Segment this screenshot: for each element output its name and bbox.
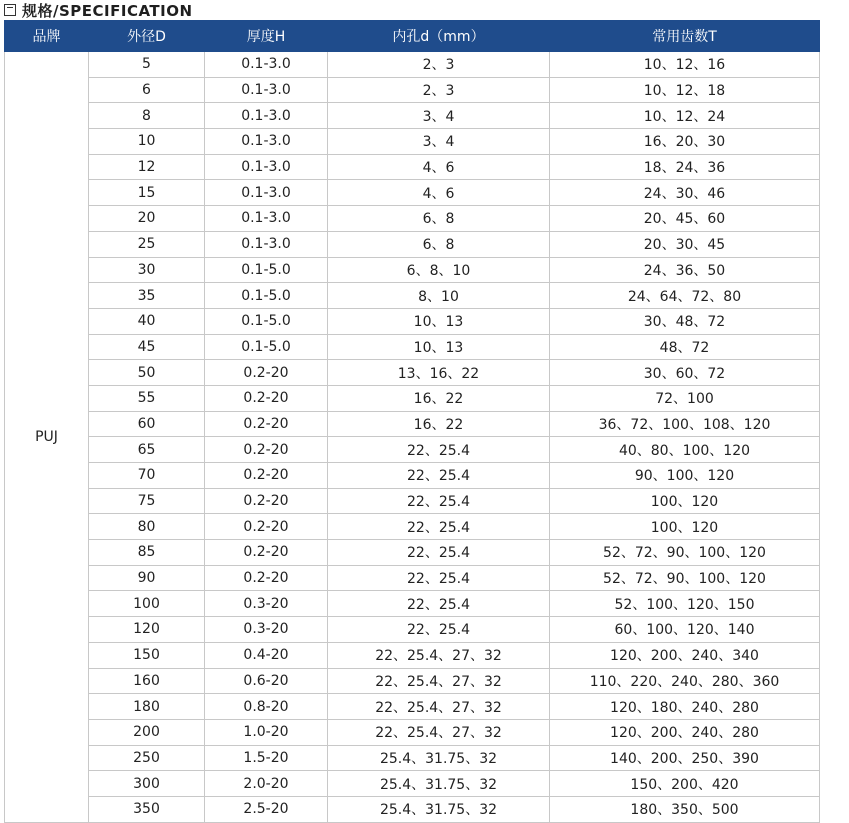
table-row — [5, 771, 820, 797]
header-teeth-count: 常用齿数T — [550, 21, 820, 52]
cell-teeth-count: 52、72、90、100、120 — [550, 565, 820, 591]
cell-outer-diameter: 6 — [89, 77, 205, 103]
cell-teeth-count: 100、120 — [550, 514, 820, 540]
cell-teeth-count: 30、48、72 — [550, 308, 820, 334]
table-row — [5, 206, 820, 232]
cell-teeth-count: 24、30、46 — [550, 180, 820, 206]
cell-outer-diameter: 120 — [89, 617, 205, 643]
cell-teeth-count: 52、72、90、100、120 — [550, 540, 820, 566]
cell-inner-hole: 3、4 — [328, 129, 550, 155]
table-body — [5, 52, 820, 823]
cell-inner-hole: 10、13 — [328, 308, 550, 334]
title-text: 规格/SPECIFICATION — [22, 1, 193, 20]
table-row — [5, 617, 820, 643]
cell-outer-diameter: 20 — [89, 206, 205, 232]
cell-inner-hole: 6、8、10 — [328, 257, 550, 283]
cell-teeth-count: 20、45、60 — [550, 206, 820, 232]
cell-thickness: 0.1-3.0 — [205, 231, 328, 257]
cell-thickness: 0.2-20 — [205, 565, 328, 591]
cell-teeth-count: 20、30、45 — [550, 231, 820, 257]
table-row — [5, 103, 820, 129]
cell-outer-diameter: 8 — [89, 103, 205, 129]
cell-outer-diameter: 300 — [89, 771, 205, 797]
cell-outer-diameter: 75 — [89, 488, 205, 514]
cell-outer-diameter: 200 — [89, 719, 205, 745]
cell-outer-diameter: 15 — [89, 180, 205, 206]
cell-inner-hole: 22、25.4 — [328, 488, 550, 514]
cell-teeth-count: 30、60、72 — [550, 360, 820, 386]
section-title — [4, 0, 193, 20]
cell-inner-hole: 22、25.4 — [328, 591, 550, 617]
cell-teeth-count: 120、200、240、340 — [550, 642, 820, 668]
cell-outer-diameter: 60 — [89, 411, 205, 437]
table-row — [5, 77, 820, 103]
cell-teeth-count: 100、120 — [550, 488, 820, 514]
cell-outer-diameter: 350 — [89, 796, 205, 822]
table-row — [5, 411, 820, 437]
table-row — [5, 129, 820, 155]
cell-thickness: 1.0-20 — [205, 719, 328, 745]
table-row — [5, 540, 820, 566]
cell-teeth-count: 180、350、500 — [550, 796, 820, 822]
cell-teeth-count: 120、200、240、280 — [550, 719, 820, 745]
cell-teeth-count: 36、72、100、108、120 — [550, 411, 820, 437]
cell-inner-hole: 25.4、31.75、32 — [328, 796, 550, 822]
table-row — [5, 180, 820, 206]
cell-outer-diameter: 250 — [89, 745, 205, 771]
cell-thickness: 0.3-20 — [205, 591, 328, 617]
cell-outer-diameter: 150 — [89, 642, 205, 668]
cell-teeth-count: 150、200、420 — [550, 771, 820, 797]
table-row — [5, 719, 820, 745]
table-row — [5, 283, 820, 309]
cell-thickness: 0.8-20 — [205, 694, 328, 720]
cell-thickness: 0.2-20 — [205, 514, 328, 540]
table-row — [5, 668, 820, 694]
cell-outer-diameter: 85 — [89, 540, 205, 566]
table-row — [5, 154, 820, 180]
cell-inner-hole: 22、25.4 — [328, 617, 550, 643]
cell-thickness: 0.3-20 — [205, 617, 328, 643]
cell-teeth-count: 10、12、24 — [550, 103, 820, 129]
table-row — [5, 745, 820, 771]
table-row — [5, 642, 820, 668]
cell-inner-hole: 22、25.4、27、32 — [328, 642, 550, 668]
cell-inner-hole: 6、8 — [328, 231, 550, 257]
cell-thickness: 0.1-3.0 — [205, 52, 328, 78]
cell-inner-hole: 22、25.4 — [328, 565, 550, 591]
cell-outer-diameter: 70 — [89, 463, 205, 489]
cell-outer-diameter: 160 — [89, 668, 205, 694]
cell-teeth-count: 60、100、120、140 — [550, 617, 820, 643]
cell-outer-diameter: 35 — [89, 283, 205, 309]
cell-inner-hole: 25.4、31.75、32 — [328, 771, 550, 797]
cell-inner-hole: 16、22 — [328, 385, 550, 411]
header-thickness: 厚度H — [205, 21, 328, 52]
cell-thickness: 0.6-20 — [205, 668, 328, 694]
table-row — [5, 437, 820, 463]
cell-inner-hole: 22、25.4、27、32 — [328, 719, 550, 745]
cell-inner-hole: 8、10 — [328, 283, 550, 309]
cell-inner-hole: 6、8 — [328, 206, 550, 232]
cell-inner-hole: 2、3 — [328, 77, 550, 103]
cell-outer-diameter: 180 — [89, 694, 205, 720]
cell-outer-diameter: 65 — [89, 437, 205, 463]
cell-outer-diameter: 90 — [89, 565, 205, 591]
cell-teeth-count: 18、24、36 — [550, 154, 820, 180]
cell-inner-hole: 13、16、22 — [328, 360, 550, 386]
cell-thickness: 0.2-20 — [205, 540, 328, 566]
cell-thickness: 0.1-5.0 — [205, 283, 328, 309]
cell-teeth-count: 24、36、50 — [550, 257, 820, 283]
cell-thickness: 0.4-20 — [205, 642, 328, 668]
cell-brand: PUJ — [5, 52, 89, 823]
header-inner-hole: 内孔d（mm） — [328, 21, 550, 52]
table-row — [5, 694, 820, 720]
cell-thickness: 0.2-20 — [205, 488, 328, 514]
cell-thickness: 0.2-20 — [205, 411, 328, 437]
cell-thickness: 2.0-20 — [205, 771, 328, 797]
cell-inner-hole: 25.4、31.75、32 — [328, 745, 550, 771]
cell-outer-diameter: 80 — [89, 514, 205, 540]
cell-thickness: 0.1-3.0 — [205, 154, 328, 180]
cell-teeth-count: 16、20、30 — [550, 129, 820, 155]
cell-teeth-count: 40、80、100、120 — [550, 437, 820, 463]
specification-table — [4, 20, 820, 823]
cell-thickness: 0.1-3.0 — [205, 206, 328, 232]
cell-outer-diameter: 100 — [89, 591, 205, 617]
cell-inner-hole: 4、6 — [328, 180, 550, 206]
cell-thickness: 0.2-20 — [205, 360, 328, 386]
table-row — [5, 257, 820, 283]
table-row — [5, 308, 820, 334]
cell-outer-diameter: 10 — [89, 129, 205, 155]
header-brand: 品牌 — [5, 21, 89, 52]
cell-teeth-count: 90、100、120 — [550, 463, 820, 489]
cell-thickness: 2.5-20 — [205, 796, 328, 822]
table-row — [5, 360, 820, 386]
cell-outer-diameter: 12 — [89, 154, 205, 180]
cell-thickness: 1.5-20 — [205, 745, 328, 771]
cell-thickness: 0.1-5.0 — [205, 334, 328, 360]
cell-inner-hole: 22、25.4、27、32 — [328, 694, 550, 720]
table-row — [5, 463, 820, 489]
cell-teeth-count: 10、12、18 — [550, 77, 820, 103]
cell-outer-diameter: 50 — [89, 360, 205, 386]
cell-outer-diameter: 5 — [89, 52, 205, 78]
table-row — [5, 52, 820, 78]
cell-outer-diameter: 25 — [89, 231, 205, 257]
cell-teeth-count: 120、180、240、280 — [550, 694, 820, 720]
cell-outer-diameter: 55 — [89, 385, 205, 411]
cell-inner-hole: 22、25.4、27、32 — [328, 668, 550, 694]
cell-thickness: 0.1-3.0 — [205, 103, 328, 129]
cell-teeth-count: 24、64、72、80 — [550, 283, 820, 309]
cell-inner-hole: 10、13 — [328, 334, 550, 360]
cell-teeth-count: 140、200、250、390 — [550, 745, 820, 771]
cell-teeth-count: 110、220、240、280、360 — [550, 668, 820, 694]
square-icon — [4, 4, 16, 16]
cell-inner-hole: 22、25.4 — [328, 540, 550, 566]
cell-inner-hole: 4、6 — [328, 154, 550, 180]
cell-thickness: 0.1-3.0 — [205, 129, 328, 155]
table-row — [5, 488, 820, 514]
cell-inner-hole: 3、4 — [328, 103, 550, 129]
table-row — [5, 385, 820, 411]
table-row — [5, 565, 820, 591]
cell-inner-hole: 2、3 — [328, 52, 550, 78]
cell-thickness: 0.1-3.0 — [205, 180, 328, 206]
table-row — [5, 796, 820, 822]
cell-thickness: 0.1-3.0 — [205, 77, 328, 103]
table-row — [5, 591, 820, 617]
table-header-row — [5, 21, 820, 52]
cell-thickness: 0.2-20 — [205, 385, 328, 411]
table-row — [5, 231, 820, 257]
cell-teeth-count: 72、100 — [550, 385, 820, 411]
cell-outer-diameter: 45 — [89, 334, 205, 360]
cell-thickness: 0.2-20 — [205, 437, 328, 463]
cell-inner-hole: 22、25.4 — [328, 514, 550, 540]
table-row — [5, 334, 820, 360]
header-outer-diameter: 外径D — [89, 21, 205, 52]
table-row — [5, 514, 820, 540]
cell-thickness: 0.1-5.0 — [205, 257, 328, 283]
cell-teeth-count: 52、100、120、150 — [550, 591, 820, 617]
cell-thickness: 0.1-5.0 — [205, 308, 328, 334]
cell-inner-hole: 22、25.4 — [328, 463, 550, 489]
cell-teeth-count: 48、72 — [550, 334, 820, 360]
cell-teeth-count: 10、12、16 — [550, 52, 820, 78]
cell-thickness: 0.2-20 — [205, 463, 328, 489]
cell-outer-diameter: 30 — [89, 257, 205, 283]
cell-inner-hole: 22、25.4 — [328, 437, 550, 463]
cell-inner-hole: 16、22 — [328, 411, 550, 437]
cell-outer-diameter: 40 — [89, 308, 205, 334]
